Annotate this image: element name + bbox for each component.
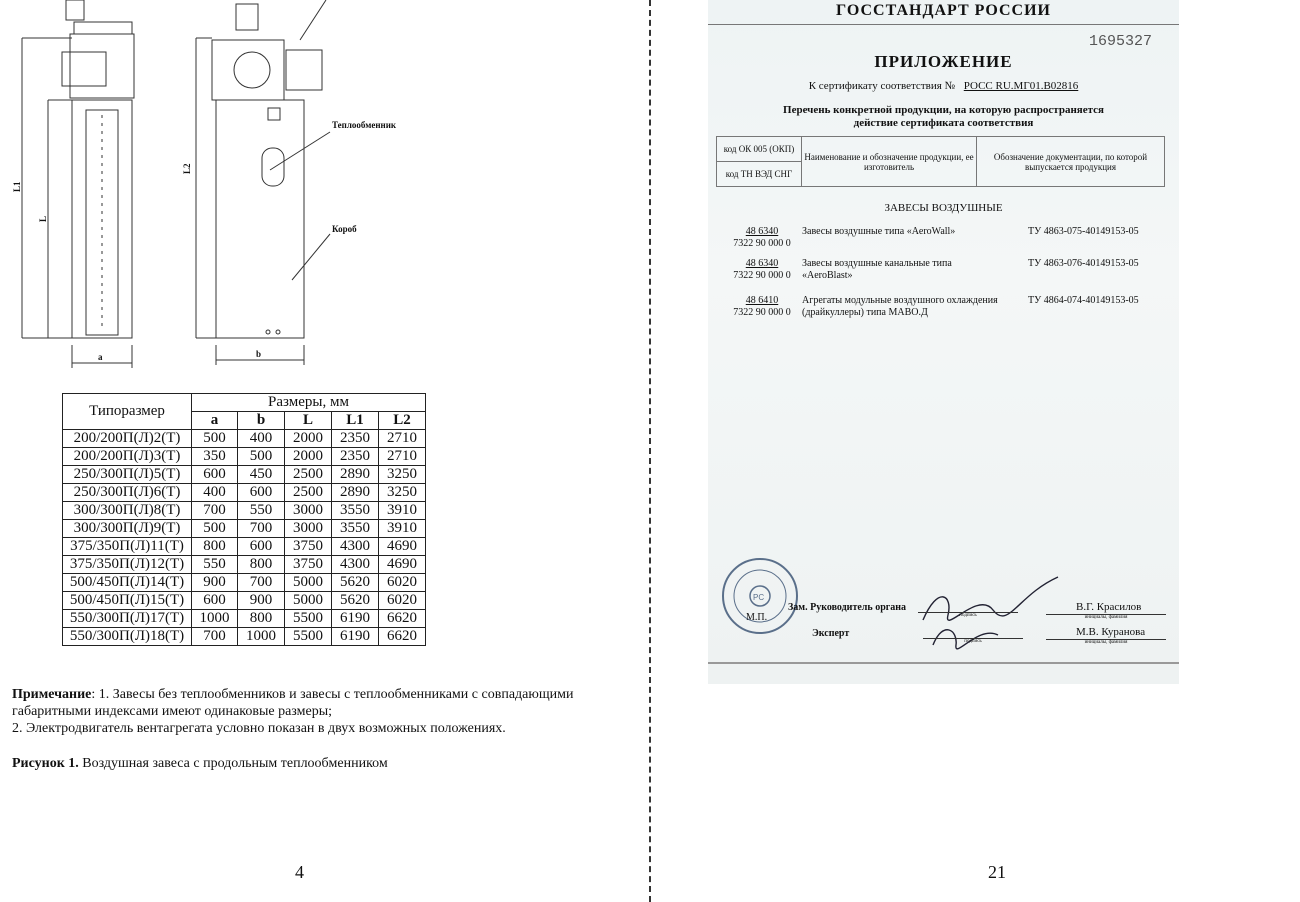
figure-text: Воздушная завеса с продольным теплообменником [78, 756, 388, 771]
product-codes [722, 258, 802, 282]
table-row [63, 592, 426, 610]
cell-size: 4690 [379, 538, 426, 556]
note [12, 686, 632, 737]
cell-size: 2000 [285, 430, 332, 448]
header-sizes: Размеры, мм [192, 394, 426, 412]
table-row [63, 520, 426, 538]
product-tnved: 7322 90 000 0 [733, 307, 791, 318]
cell-size: 600 [192, 592, 238, 610]
cell-size: 4300 [332, 556, 379, 574]
cell-size: 2710 [379, 448, 426, 466]
cell-size: 2350 [332, 448, 379, 466]
table-row [63, 484, 426, 502]
cell-size: 1000 [238, 628, 285, 646]
cell-size: 2890 [332, 484, 379, 502]
cell-size: 3750 [285, 556, 332, 574]
right-page [660, 0, 1300, 902]
cell-type: 500/450П(Л)15(Т) [63, 592, 192, 610]
cell-size: 5000 [285, 592, 332, 610]
cell-size: 2350 [332, 430, 379, 448]
product-codes [722, 295, 802, 319]
cell-size: 800 [238, 610, 285, 628]
cell-size: 6620 [379, 610, 426, 628]
dim-l1-label: L1 [12, 181, 22, 192]
cell-size: 2500 [285, 466, 332, 484]
cell-size: 2500 [285, 484, 332, 502]
cell-size: 5000 [285, 574, 332, 592]
cell-size: 800 [192, 538, 238, 556]
cell-size: 2890 [332, 466, 379, 484]
cell-size: 5620 [332, 574, 379, 592]
cert-subtitle-prefix: К сертификату соответствия № [808, 80, 956, 92]
cell-size: 500 [192, 520, 238, 538]
page-number-left: 4 [295, 862, 304, 882]
cell-size: 700 [238, 574, 285, 592]
product-okp: 48 6340 [745, 226, 779, 237]
cell-size: 3250 [379, 484, 426, 502]
cell-size: 4300 [332, 538, 379, 556]
cell-size: 600 [238, 538, 285, 556]
product-tnved: 7322 90 000 0 [733, 238, 791, 249]
col-code-okp: код ОК 005 (ОКП) [717, 137, 802, 162]
name-hint-1: инициалы, фамилия [1046, 614, 1166, 620]
cell-size: 3250 [379, 466, 426, 484]
cell-size: 550 [192, 556, 238, 574]
table-row [63, 430, 426, 448]
product-doc: ТУ 4863-076-40149153-05 [1028, 258, 1139, 269]
signatory-name-2: М.В. Куранова [1076, 626, 1146, 638]
subheader-a: a [192, 412, 238, 430]
col-code-tnved: код ТН ВЭД СНГ [717, 162, 802, 187]
cell-size: 550 [238, 502, 285, 520]
subheader-l1: L1 [332, 412, 379, 430]
cert-columns-header [716, 136, 1165, 187]
air-curtain-drawing [0, 0, 420, 380]
cert-title: ПРИЛОЖЕНИЕ [874, 52, 1013, 71]
cell-size: 700 [192, 628, 238, 646]
product-name: Агрегаты модульные воздушного охлаждения (драйкуллеры) типа МАВО.Д [802, 295, 998, 318]
cell-size: 4690 [379, 556, 426, 574]
certificate-scan [708, 0, 1179, 684]
table-row [63, 466, 426, 484]
cert-header: ГОССТАНДАРТ РОССИИ [708, 0, 1179, 25]
cell-type: 200/200П(Л)3(Т) [63, 448, 192, 466]
svg-text:PC: PC [753, 593, 765, 602]
cert-list-title-2: действие сертификата соответствия [853, 117, 1034, 129]
signatory-role-2: Эксперт [812, 628, 850, 639]
product-okp: 48 6340 [745, 258, 779, 269]
cell-type: 375/350П(Л)12(Т) [63, 556, 192, 574]
cell-size: 5500 [285, 628, 332, 646]
table-row [63, 574, 426, 592]
cell-size: 400 [192, 484, 238, 502]
cell-size: 900 [192, 574, 238, 592]
cell-size: 3000 [285, 520, 332, 538]
cert-subtitle [708, 80, 1179, 92]
cell-size: 2000 [285, 448, 332, 466]
cell-size: 350 [192, 448, 238, 466]
cell-size: 600 [238, 484, 285, 502]
cell-size: 6190 [332, 628, 379, 646]
dim-b-label: b [256, 349, 262, 359]
cert-bottom-rule [708, 662, 1179, 664]
dim-a-label: a [98, 352, 103, 362]
cell-size: 1000 [192, 610, 238, 628]
subheader-b: b [238, 412, 285, 430]
col-documentation: Обозначение документации, по которой выпускается продукция [977, 137, 1165, 187]
cell-size: 900 [238, 592, 285, 610]
table-row [63, 502, 426, 520]
figure-label: Рисунок 1. [12, 756, 79, 771]
cell-size: 700 [192, 502, 238, 520]
cert-list-title-1: Перечень конкретной продукции, на которую распространяется [783, 104, 1104, 116]
table-row [63, 556, 426, 574]
product-doc: ТУ 4863-075-40149153-05 [1028, 226, 1139, 237]
product-tnved: 7322 90 000 0 [733, 270, 791, 281]
cell-size: 5500 [285, 610, 332, 628]
cell-size: 6020 [379, 592, 426, 610]
cell-size: 450 [238, 466, 285, 484]
cell-type: 375/350П(Л)11(Т) [63, 538, 192, 556]
note-label: Примечание [12, 687, 92, 702]
table-row [63, 538, 426, 556]
cell-size: 3910 [379, 502, 426, 520]
table-row [63, 448, 426, 466]
cell-size: 800 [238, 556, 285, 574]
cell-size: 3550 [332, 520, 379, 538]
cell-type: 550/300П(Л)17(Т) [63, 610, 192, 628]
cell-size: 400 [238, 430, 285, 448]
figure-caption [12, 756, 388, 772]
cell-size: 3550 [332, 502, 379, 520]
cell-size: 6020 [379, 574, 426, 592]
cert-serial-number: 1695327 [1088, 33, 1152, 50]
cell-size: 5620 [332, 592, 379, 610]
signature-hint-1: подпись [918, 612, 1018, 618]
label-box: Короб [332, 224, 357, 234]
subheader-l2: L2 [379, 412, 426, 430]
table-row [63, 628, 426, 646]
cell-size: 3000 [285, 502, 332, 520]
page-divider [649, 0, 651, 902]
label-heat-exchanger: Теплообменник [332, 120, 397, 130]
product-name: Завесы воздушные типа «AeroWall» [802, 226, 956, 237]
cert-section-title: ЗАВЕСЫ ВОЗДУШНЫЕ [884, 202, 1003, 214]
page-number-right: 21 [988, 862, 1006, 882]
cell-type: 300/300П(Л)8(Т) [63, 502, 192, 520]
cell-type: 500/450П(Л)14(Т) [63, 574, 192, 592]
cell-size: 6620 [379, 628, 426, 646]
cell-size: 500 [192, 430, 238, 448]
signatory-role-1: Зам. Руководитель органа [788, 602, 907, 613]
cell-type: 550/300П(Л)18(Т) [63, 628, 192, 646]
round-seal-stamp [720, 556, 800, 636]
product-okp: 48 6410 [745, 295, 779, 306]
dim-l-label: L [38, 215, 48, 222]
product-doc: ТУ 4864-074-40149153-05 [1028, 295, 1139, 306]
table-row [63, 610, 426, 628]
cell-size: 600 [192, 466, 238, 484]
cell-size: 700 [238, 520, 285, 538]
product-name: Завесы воздушные канальные типа «AeroBlast» [802, 258, 952, 281]
cell-size: 3750 [285, 538, 332, 556]
cell-type: 300/300П(Л)9(Т) [63, 520, 192, 538]
dimensions-table [62, 393, 426, 646]
cell-size: 2710 [379, 430, 426, 448]
cell-size: 3910 [379, 520, 426, 538]
cell-size: 500 [238, 448, 285, 466]
product-codes [722, 226, 802, 250]
note-line-2: 2. Электродвигатель вентагрегата условно показан в двух возможных положениях. [12, 721, 506, 736]
dim-l2-label: L2 [182, 163, 192, 174]
note-line-1: : 1. Завесы без теплообменников и завесы с теплообменниками с совпадающими габаритными индексами имеют одинаковые размеры; [12, 687, 574, 719]
left-page [0, 0, 640, 902]
col-product-name: Наименование и обозначение продукции, ее изготовитель [802, 137, 977, 187]
name-hint-2: инициалы, фамилия [1046, 639, 1166, 645]
cell-type: 250/300П(Л)6(Т) [63, 484, 192, 502]
cell-type: 250/300П(Л)5(Т) [63, 466, 192, 484]
cert-id: РОСС RU.МГ01.В02816 [963, 80, 1079, 92]
signatory-name-1: В.Г. Красилов [1076, 601, 1142, 613]
subheader-l: L [285, 412, 332, 430]
cell-size: 6190 [332, 610, 379, 628]
seal-mp-label: М.П. [746, 612, 768, 623]
signature-hint-2: подпись [923, 638, 1023, 644]
cell-type: 200/200П(Л)2(Т) [63, 430, 192, 448]
header-type: Типоразмер [63, 394, 192, 430]
